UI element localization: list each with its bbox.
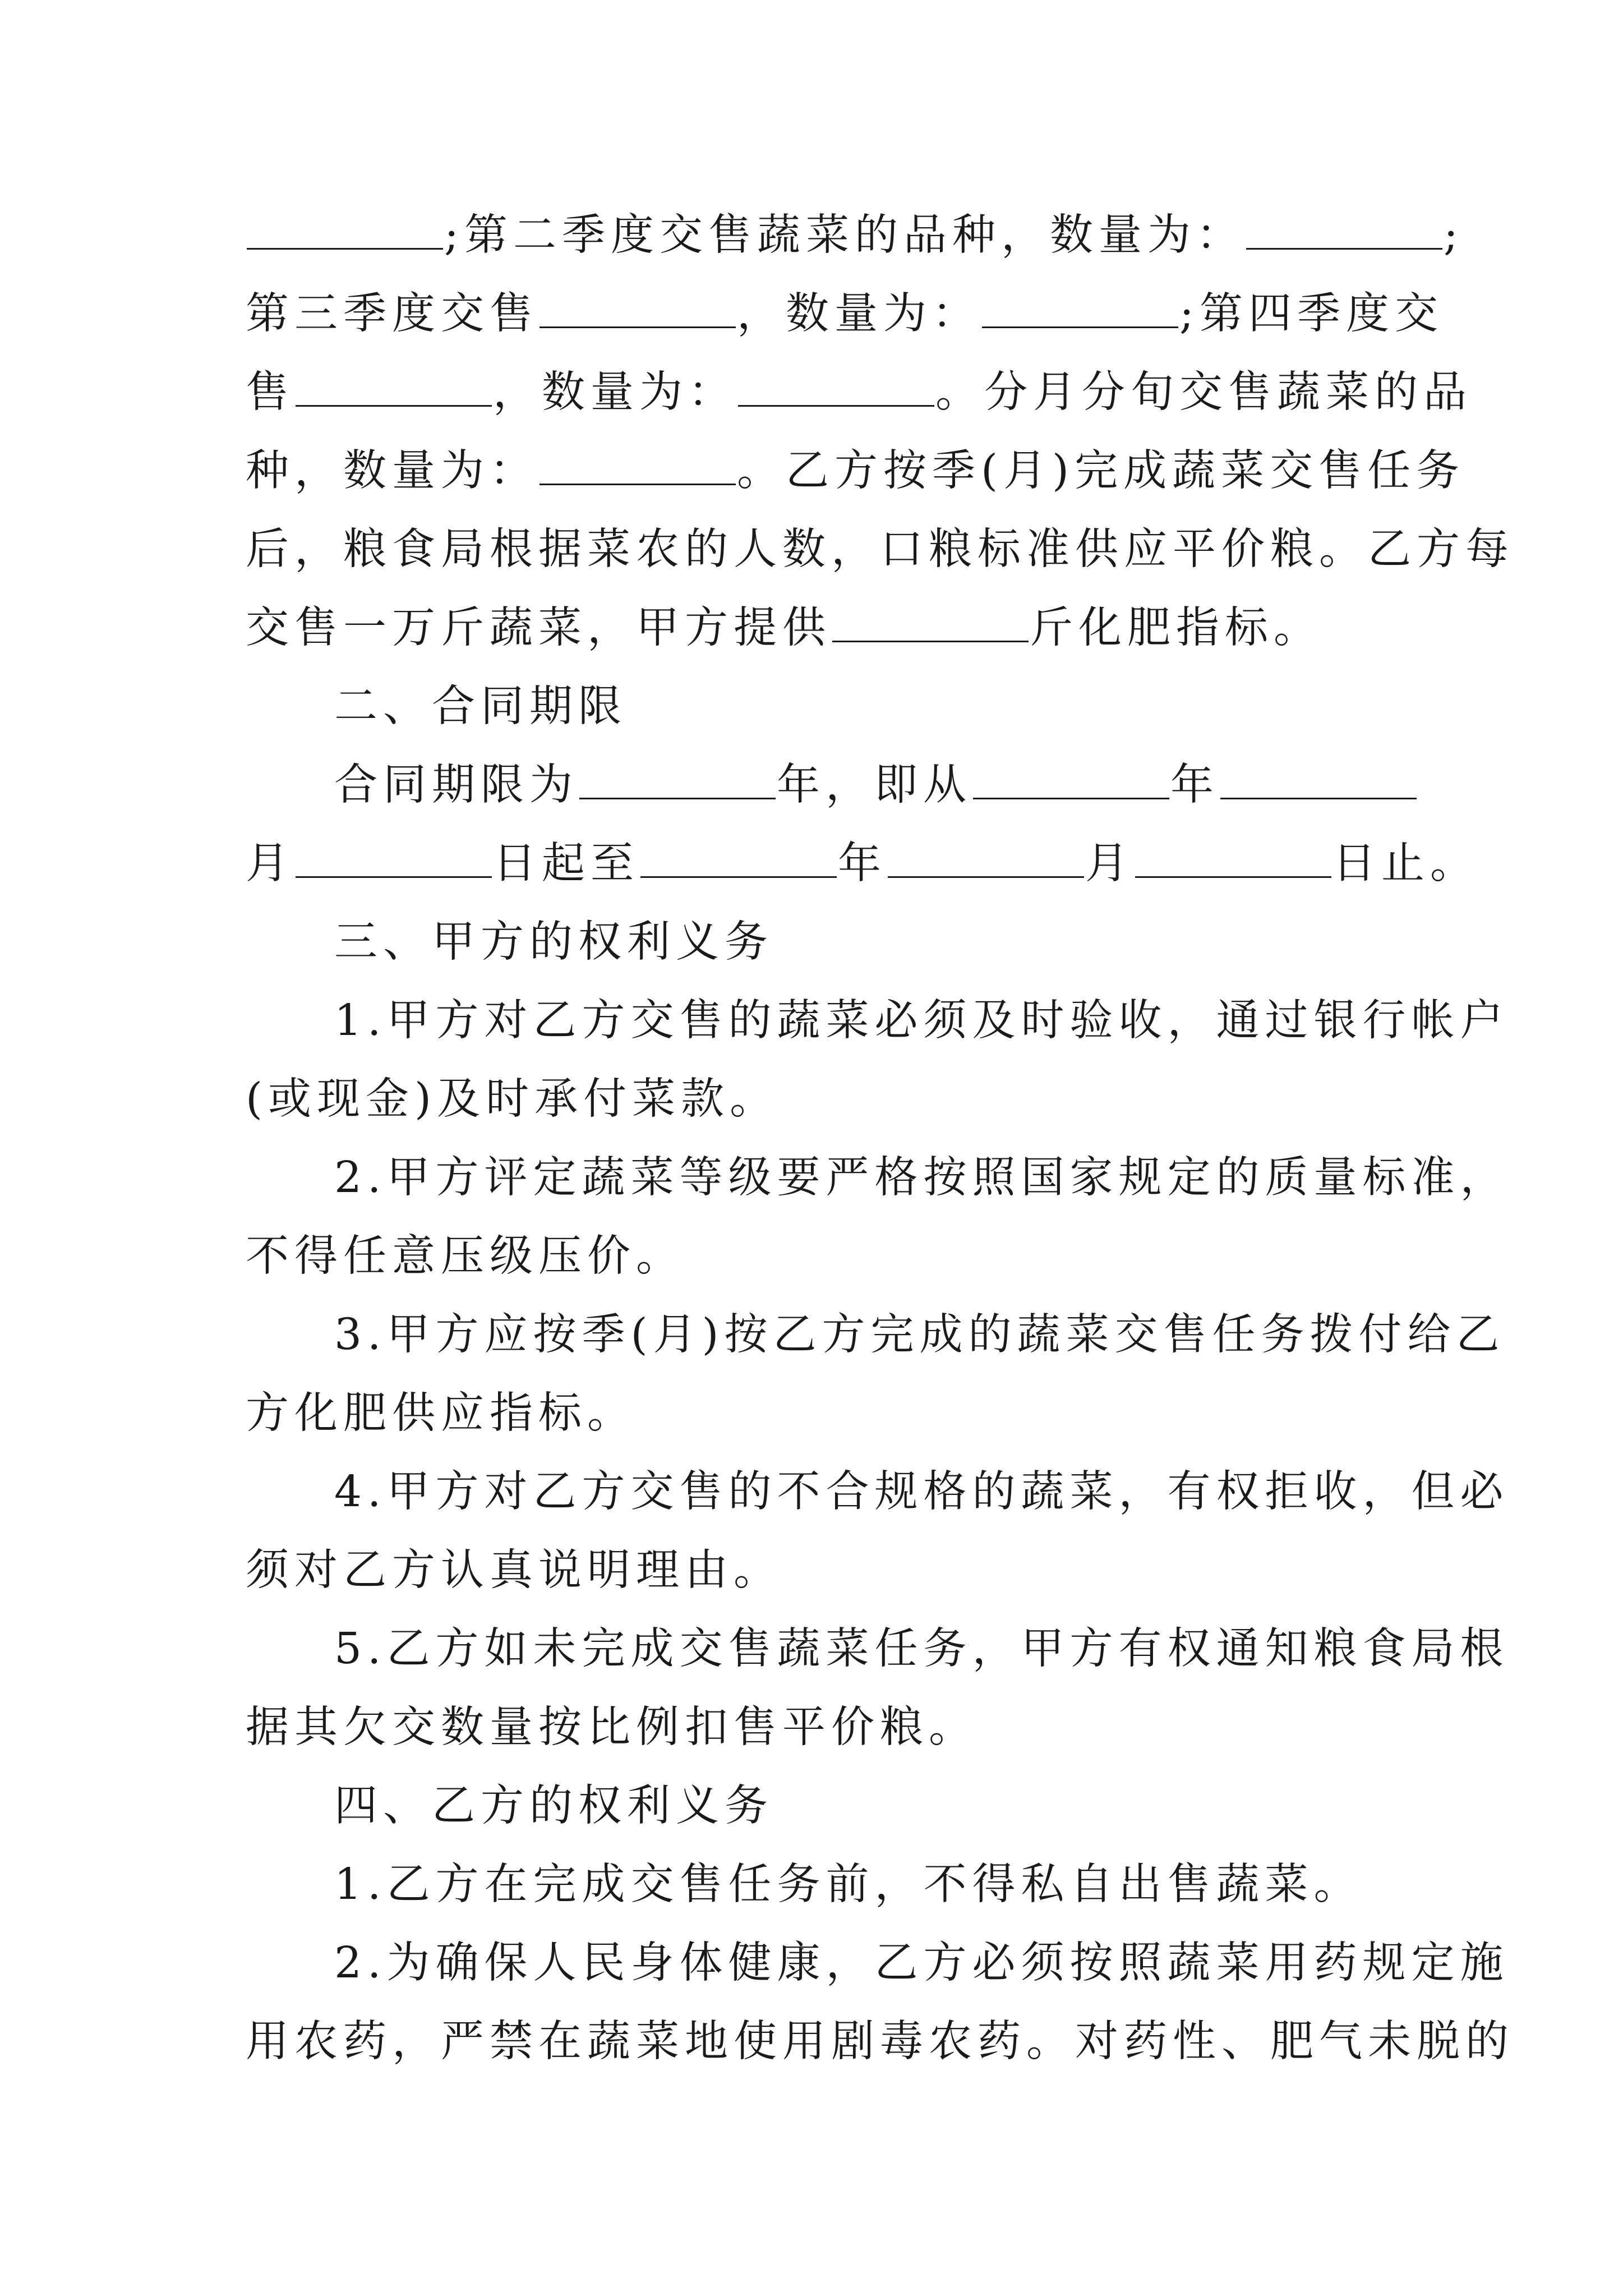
text-segment: 3.甲方应按季(月)按乙方完成的蔬菜交售任务拨付给乙 [334, 1310, 1505, 1360]
text-segment: 。分月分旬交售蔬菜的品 [935, 367, 1472, 417]
text-segment: 日止。 [1332, 839, 1479, 889]
fill-blank [579, 764, 776, 799]
list-item-line [246, 1846, 1390, 1924]
text-segment: 据其欠交数量按比例扣售平价粮。 [246, 1703, 978, 1752]
text-segment: 月 [1085, 839, 1134, 889]
text-line [246, 353, 1472, 432]
list-item-line [246, 1688, 1390, 1767]
fill-blank [540, 450, 736, 485]
fill-blank [247, 214, 443, 250]
text-line [246, 432, 1465, 510]
text-segment: 须对乙方认真说明理由。 [246, 1545, 782, 1595]
list-item-line [246, 1924, 1509, 2003]
text-segment: 后，粮食局根据菜农的人数，口粮标准供应平价粮。乙方每 [246, 524, 1514, 574]
list-item-line [246, 982, 1509, 1060]
text-segment: 1.甲方对乙方交售的蔬菜必须及时验收，通过银行帐户 [334, 996, 1509, 1046]
text-line [246, 825, 1479, 903]
text-line [246, 746, 1390, 825]
fill-blank [296, 371, 492, 407]
text-line [246, 275, 1444, 353]
section-heading [246, 668, 1390, 746]
text-segment: 用农药，严禁在蔬菜地使用剧毒农药。对药性、肥气未脱的 [246, 2017, 1514, 2067]
section-heading [246, 1767, 1390, 1846]
list-item-line [246, 1296, 1505, 1374]
text-segment: 月 [246, 839, 294, 889]
text-segment: (或现金)及时承付菜款。 [246, 1074, 779, 1124]
text-segment: 2.为确保人民身体健康，乙方必须按照蔬菜用药规定施 [334, 1938, 1509, 1988]
text-segment: ;第二季度交售蔬菜的品种，数量为： [444, 210, 1245, 260]
text-segment: 年，即从 [777, 760, 972, 810]
fill-blank [832, 607, 1029, 642]
text-segment: ;第四季度交 [1179, 289, 1444, 339]
text-segment: 斤化肥指标。 [1030, 603, 1322, 653]
section-heading-text: 四、乙方的权利义务 [334, 1781, 773, 1831]
section-heading-text: 二、合同期限 [334, 682, 627, 731]
list-item-line [246, 1060, 1390, 1139]
list-item-line [246, 1453, 1509, 1531]
list-item-line [246, 1610, 1509, 1688]
text-segment: 种，数量为： [246, 446, 538, 496]
fill-blank [1246, 214, 1442, 250]
text-segment: 年 [1170, 760, 1219, 810]
list-item-line [246, 1531, 1390, 1610]
text-segment: 4.甲方对乙方交售的不合规格的蔬菜，有权拒收，但必 [334, 1467, 1509, 1517]
fill-blank [540, 293, 736, 328]
text-segment: 2.甲方评定蔬菜等级要严格按照国家规定的质量标准， [334, 1153, 1509, 1203]
list-item-line [246, 1374, 1390, 1453]
section-heading-text: 三、甲方的权利义务 [334, 917, 773, 967]
fill-blank [640, 843, 837, 878]
fill-blank [973, 764, 1169, 799]
text-segment: 合同期限为 [334, 760, 578, 810]
fill-blank [738, 371, 934, 407]
text-segment: 日起至 [493, 839, 639, 889]
list-item-line [246, 1139, 1509, 1217]
section-heading [246, 903, 1390, 982]
text-segment: ，数量为： [737, 289, 981, 339]
text-segment: 售 [246, 367, 294, 417]
text-segment: ，数量为： [493, 367, 737, 417]
text-segment: 方化肥供应指标。 [246, 1388, 636, 1438]
fill-blank [888, 843, 1084, 878]
list-item-line [246, 1217, 1390, 1296]
text-segment: 交售一万斤蔬菜，甲方提供 [246, 603, 831, 653]
fill-blank [1220, 764, 1417, 799]
text-segment: 第三季度交售 [246, 289, 538, 339]
text-line [246, 589, 1390, 668]
text-line [246, 510, 1514, 589]
text-line [246, 196, 1464, 275]
text-segment: 年 [838, 839, 887, 889]
text-segment: 。乙方按季(月)完成蔬菜交售任务 [737, 446, 1465, 496]
text-segment: 不得任意压级压价。 [246, 1231, 685, 1281]
fill-blank [982, 293, 1178, 328]
text-segment: 5.乙方如未完成交售蔬菜任务，甲方有权通知粮食局根 [334, 1624, 1509, 1674]
text-segment: 1.乙方在完成交售任务前，不得私自出售蔬菜。 [334, 1860, 1363, 1910]
fill-blank [296, 843, 492, 878]
fill-blank [1135, 843, 1331, 878]
list-item-line [246, 2003, 1514, 2081]
text-segment: ; [1443, 210, 1464, 260]
document-body [246, 196, 1514, 2081]
